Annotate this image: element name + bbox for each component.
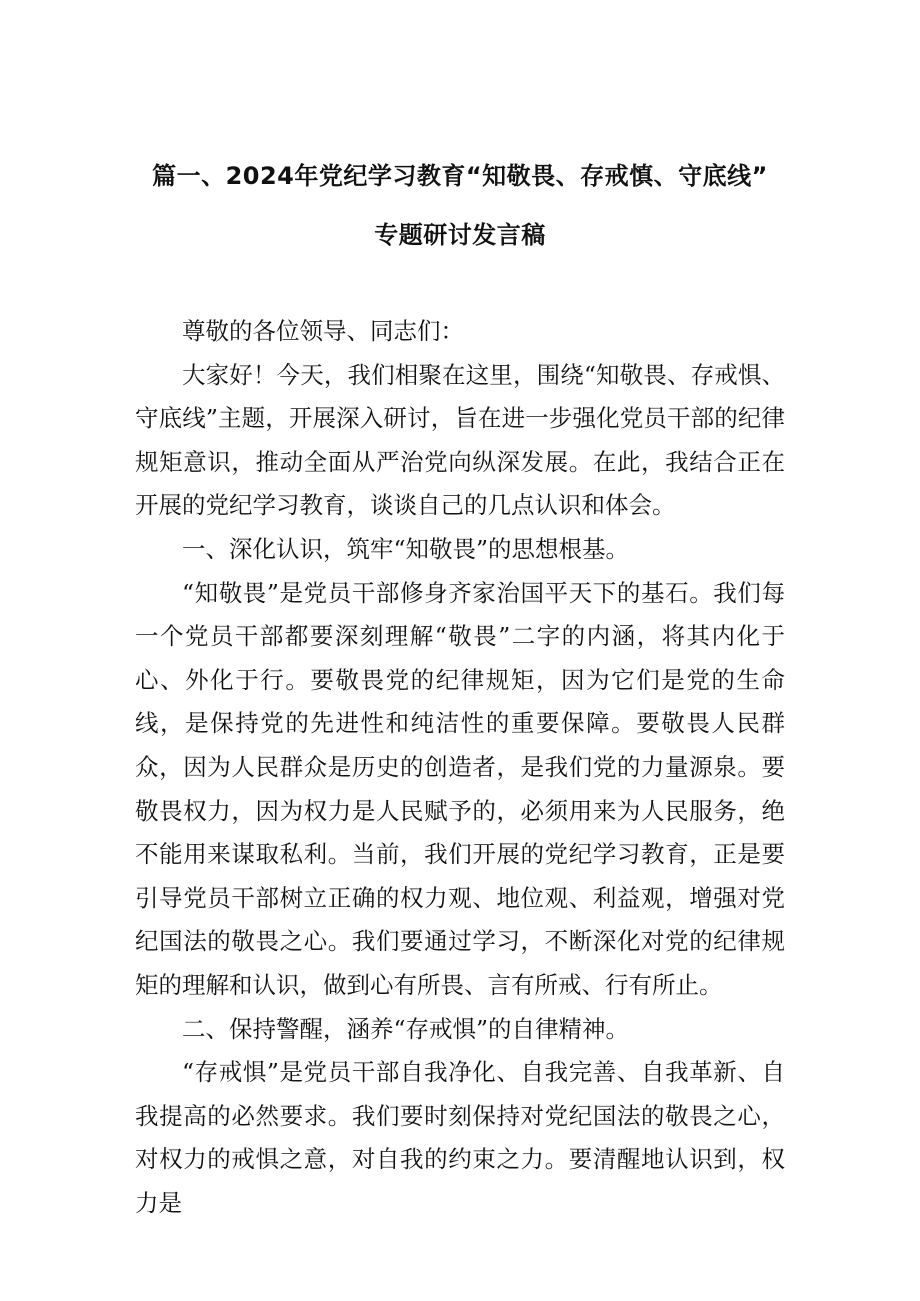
body-paragraph: 大家好！今天，我们相聚在这里，围绕“知敬畏、存戒惧、守底线”主题，开展深入研讨，旨在进一步强化党员干部的纪律规矩意识，推动全面从严治党向纵深发展。在此，我结合正在开展的党纪学习教育，谈谈自己的几点认识和体会。	[135, 360, 785, 520]
document-title-line-2: 专题研讨发言稿	[374, 221, 546, 249]
document-body	[135, 310, 785, 1225]
body-paragraph: “存戒惧”是党员干部自我净化、自我完善、自我革新、自我提高的必然要求。我们要时刻保持对党纪国法的敬畏之心，对权力的戒惧之意，对自我的约束之力。要清醒地认识到，权力是	[135, 1058, 785, 1217]
document-title-line-1: 篇一、2024年党纪学习教育“知敬畏、存戒慎、守底线”	[152, 162, 768, 190]
salutation-paragraph: 尊敬的各位领导、同志们：	[182, 317, 464, 345]
body-paragraph: “知敬畏”是党员干部修身齐家治国平天下的基石。我们每一个党员干部都要深刻理解“敬畏”二字的内涵，将其内化于心、外化于行。要敬畏党的纪律规矩，因为它们是党的生命线，是保持党的先进性和纯洁性的重要保障。要敬畏人民群众，因为人民群众是历史的创造者，是我们党的力量源泉。要敬畏权力，因为权力是人民赋予的，必须用来为人民服务，绝不能用来谋取私利。当前，我们开展的党纪学习教育，正是要引导党员干部树立正确的权力观、地位观、利益观，增强对党纪国法的敬畏之心。我们要通过学习，不断深化对党的纪律规矩的理解和认识，做到心有所畏、言有所戒、行有所止。	[135, 578, 785, 999]
section-heading-1: 一、深化认识，筑牢“知敬畏”的思想根基。	[182, 534, 630, 563]
section-heading-2: 二、保持警醒，涵养“存戒惧”的自律精神。	[182, 1014, 630, 1043]
